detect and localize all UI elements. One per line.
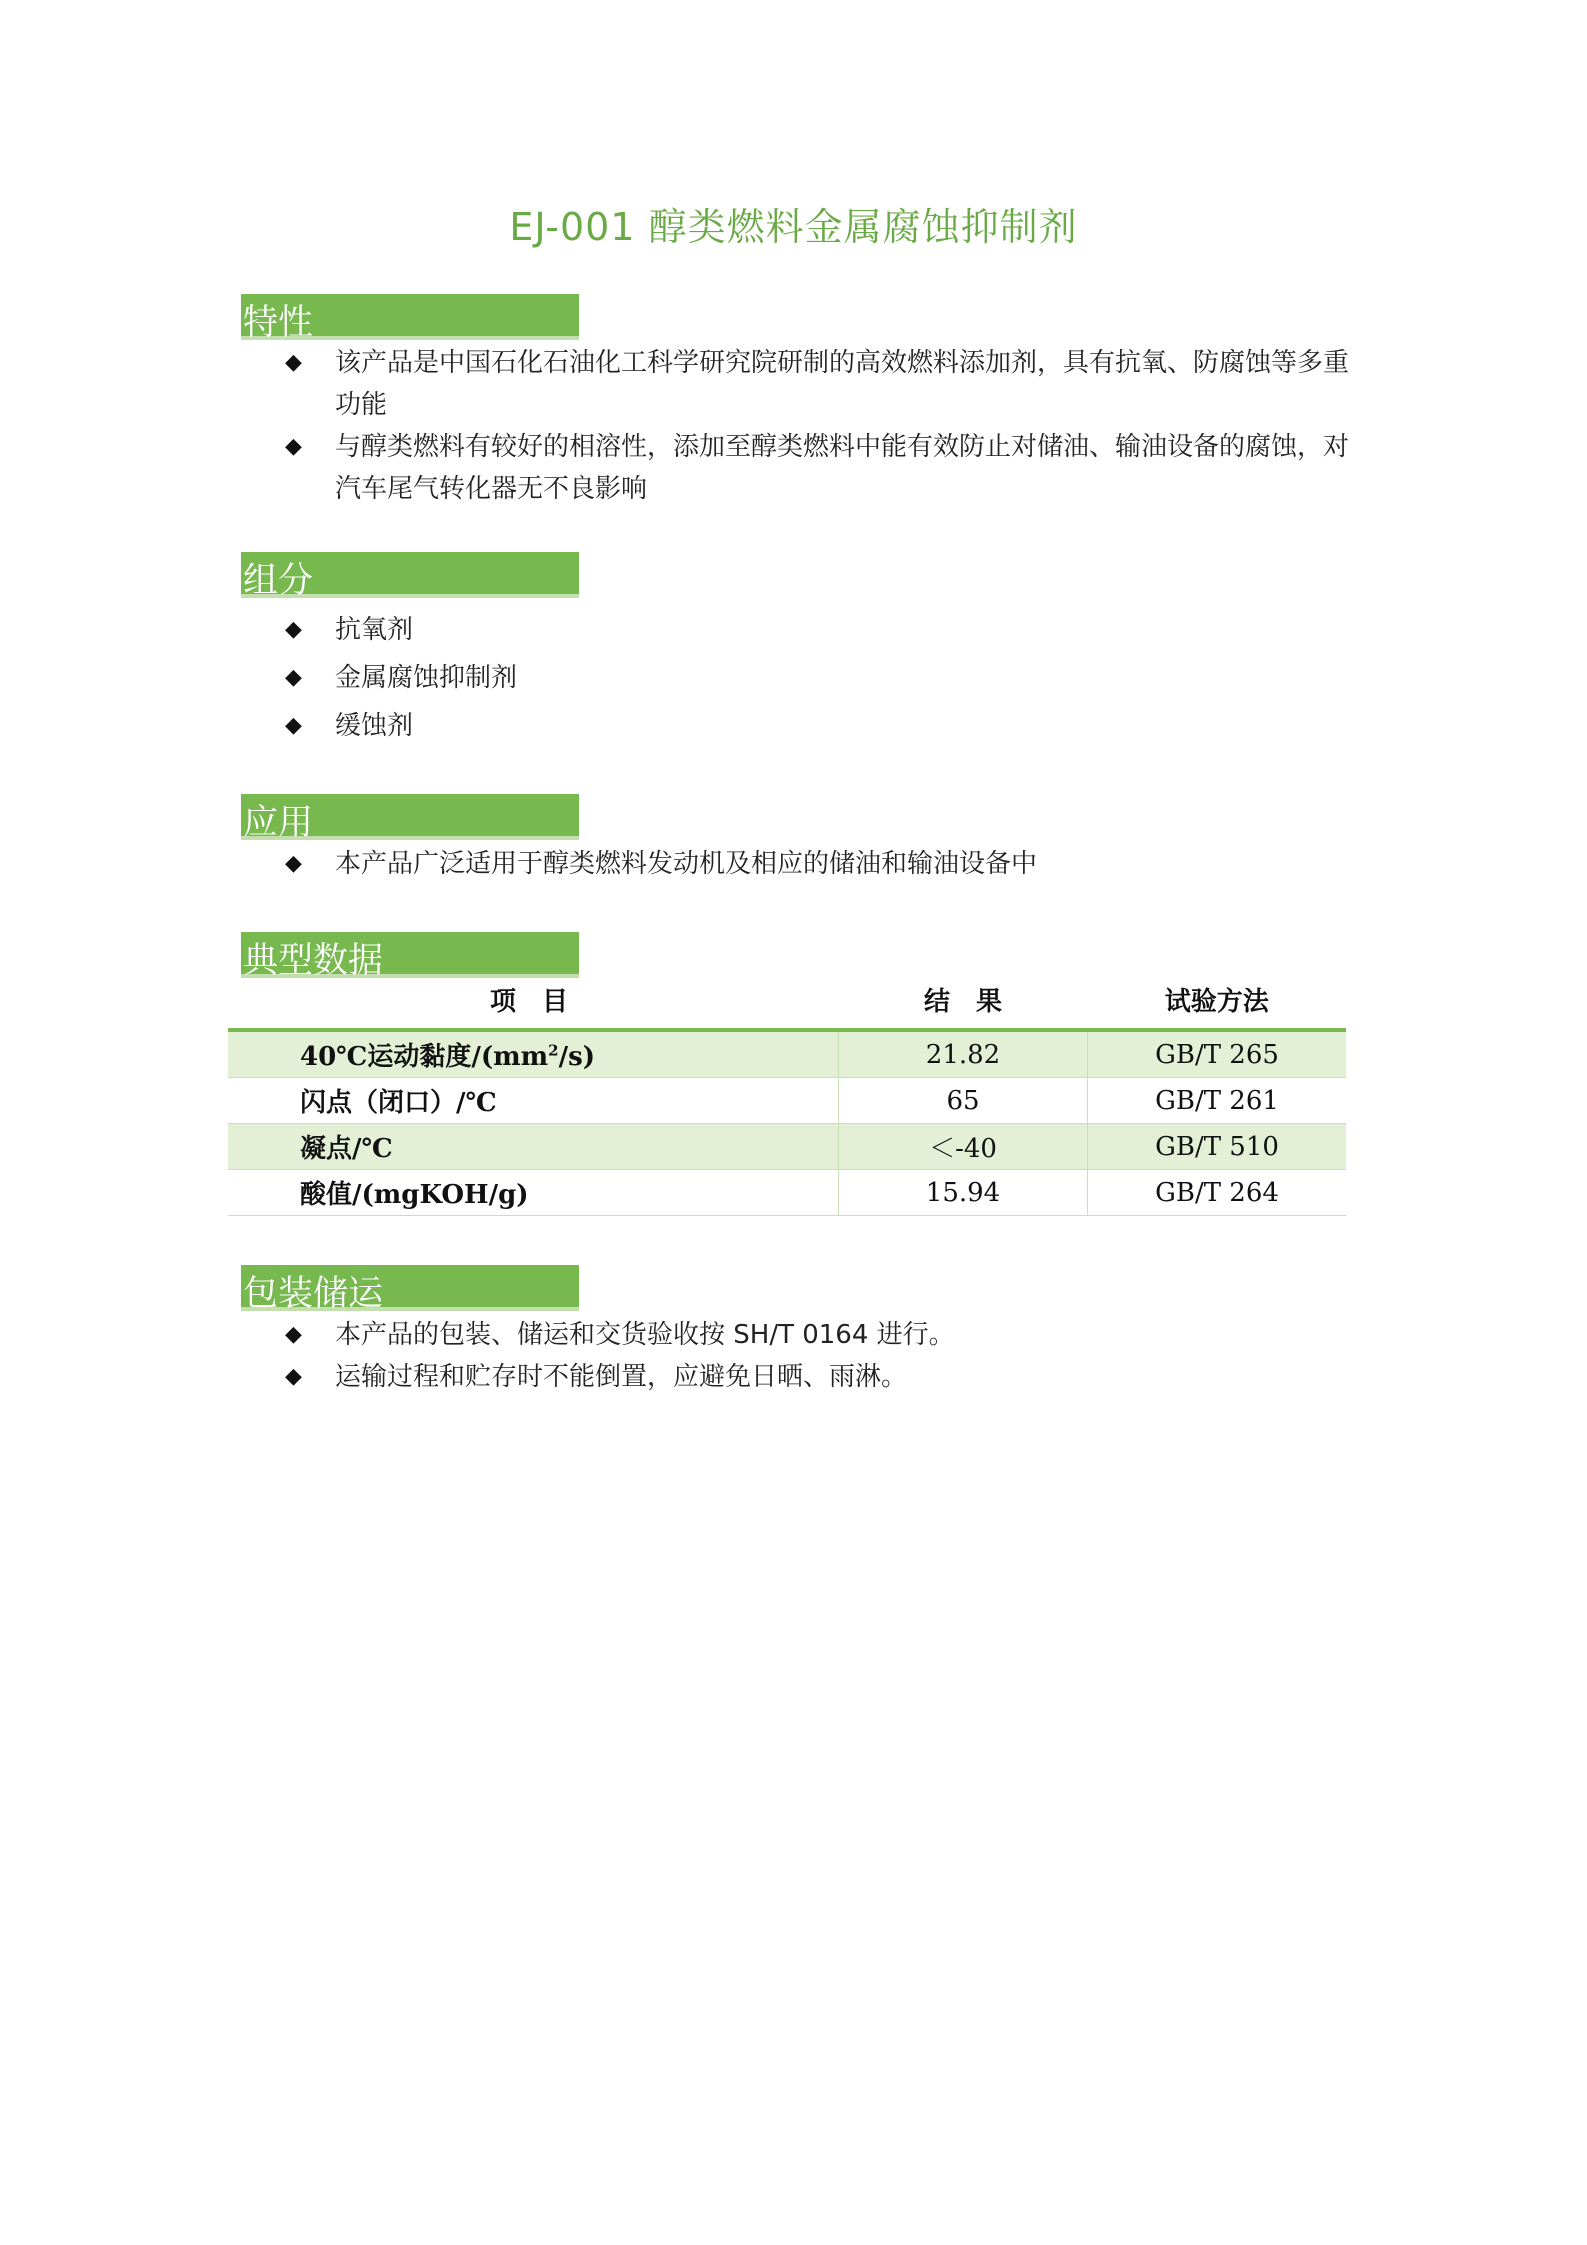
features-item-1-text: 该产品是中国石化石油化工科学研究院研制的高效燃料添加剂，具有抗氧、防腐蚀等多重功能: [335, 348, 1350, 420]
section-heading-application: [241, 794, 579, 843]
features-item-2-text: 与醇类燃料有较好的相溶性，添加至醇类燃料中能有效防止对储油、输油设备的腐蚀，对汽车尾气转化器无不良影响: [335, 432, 1350, 504]
table-row: [228, 1124, 1346, 1170]
row-result: 65: [839, 1078, 1088, 1124]
section-heading-packaging-label: 包装储运: [243, 1274, 384, 1314]
diamond-bullet-icon: ◆: [285, 665, 302, 690]
table-header-row: [228, 970, 1346, 1030]
row-method: GB/T 261: [1088, 1078, 1347, 1124]
table-row: [228, 1078, 1346, 1124]
row-result: ＜-40: [839, 1124, 1088, 1170]
row-method: GB/T 264: [1088, 1170, 1347, 1216]
features-item-2: [285, 426, 1360, 510]
section-heading-typical-data-label: 典型数据: [243, 941, 384, 981]
row-result: 21.82: [839, 1030, 1088, 1078]
row-result: 15.94: [839, 1170, 1088, 1216]
section-heading-components-label: 组分: [243, 561, 314, 601]
packaging-item-2-text: 运输过程和贮存时不能倒置，应避免日晒、雨淋。: [335, 1362, 908, 1392]
row-item-viscosity: 40℃运动黏度$/(mm^2/s)$: [228, 1030, 839, 1078]
diamond-bullet-icon: ◆: [285, 1364, 302, 1389]
section-heading-features-label: 特性: [243, 303, 314, 343]
column-header-item: 项 目: [228, 970, 839, 1030]
components-item-3: [285, 705, 1360, 747]
column-header-result: 结 果: [839, 970, 1088, 1030]
typical-data-table: [228, 970, 1346, 1216]
features-item-1: [285, 342, 1360, 426]
row-item: 酸值/(mgKOH/g): [228, 1170, 839, 1216]
row-method: GB/T 510: [1088, 1124, 1347, 1170]
components-item-1-text: 抗氧剂: [335, 615, 414, 645]
diamond-bullet-icon: ◆: [285, 434, 302, 459]
row-method: GB/T 265: [1088, 1030, 1347, 1078]
section-heading-application-label: 应用: [243, 803, 314, 843]
diamond-bullet-icon: ◆: [285, 1322, 302, 1347]
components-item-3-text: 缓蚀剂: [335, 711, 414, 741]
packaging-item-2: [285, 1356, 1360, 1398]
diamond-bullet-icon: ◆: [285, 713, 302, 738]
diamond-bullet-icon: ◆: [285, 617, 302, 642]
application-item-1: [285, 843, 1360, 885]
row-item: 闪点（闭口）/℃: [228, 1078, 839, 1124]
row-item: 凝点/℃: [228, 1124, 839, 1170]
components-item-2: [285, 657, 1360, 699]
section-heading-components: [241, 552, 579, 601]
section-heading-features: [241, 294, 579, 343]
components-item-1: [285, 609, 1360, 651]
diamond-bullet-icon: ◆: [285, 851, 302, 876]
section-heading-packaging: [241, 1265, 579, 1314]
column-header-method: 试验方法: [1088, 970, 1347, 1030]
packaging-item-1: [285, 1314, 1360, 1356]
diamond-bullet-icon: ◆: [285, 350, 302, 375]
packaging-item-1-text: 本产品的包装、储运和交货验收按 SH/T 0164 进行。: [335, 1320, 955, 1350]
application-item-1-text: 本产品广泛适用于醇类燃料发动机及相应的储油和输油设备中: [335, 849, 1038, 879]
components-item-2-text: 金属腐蚀抑制剂: [335, 663, 518, 693]
table-row: [228, 1170, 1346, 1216]
document-title: EJ-001 醇类燃料金属腐蚀抑制剂: [509, 205, 1078, 249]
table-row: [228, 1030, 1346, 1078]
